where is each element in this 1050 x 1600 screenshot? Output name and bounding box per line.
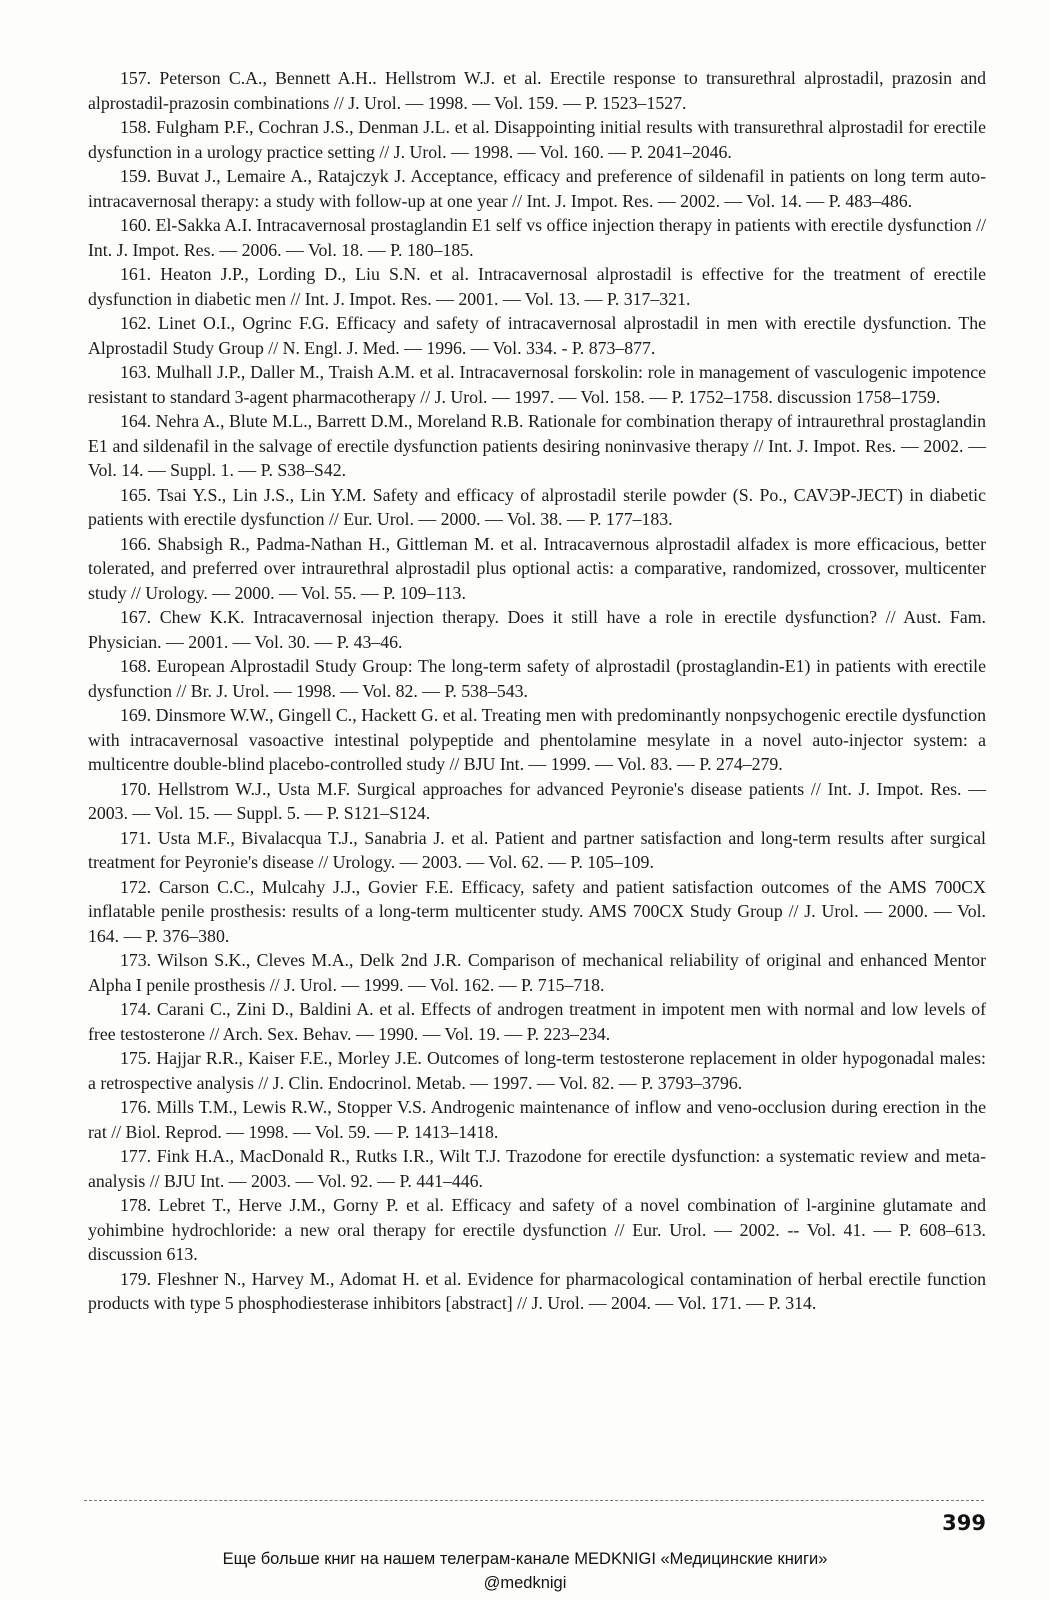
- reference-item: 174. Carani C., Zini D., Baldini A. et al. Effects of androgen treatment in impotent men with normal and low levels of free testosterone // Arch. Sex. Behav. — 1990. — Vol. 19. — P. 223–234.: [88, 999, 986, 1044]
- reference-item: 172. Carson C.C., Mulcahy J.J., Govier F.E. Efficacy, safety and patient satisfaction outcomes of the AMS 700CX inflatable penile prosthesis: results of a long-term multicenter study. AMS 700CX Study Group // J. Urol. — 2000. — Vol. 164. — P. 376–380.: [88, 876, 986, 946]
- reference-item: 160. El-Sakka A.I. Intracavernosal prostaglandin E1 self vs office injection therapy in patients with erectile dysfunction // Int. J. Impot. Res. — 2006. — Vol. 18. — P. 180–185.: [88, 215, 986, 260]
- reference-item: 161. Heaton J.P., Lording D., Liu S.N. et al. Intracavernosal alprostadil is effective for the treatment of erectile dysfunction in diabetic men // Int. J. Impot. Res. — 2001. — Vol. 13. — P. 317–321.: [88, 264, 986, 309]
- reference-item: 157. Peterson C.A., Bennett A.H.. Hellstrom W.J. et al. Erectile response to transurethral alprostadil, prazosin and alprostadil-prazosin combinations // J. Urol. — 1998. — Vol. 159. — P. 1523–1527.: [88, 68, 986, 113]
- reference-item: 163. Mulhall J.P., Daller M., Traish A.M. et al. Intracavernosal forskolin: role in management of vasculogenic impotence resistant to standard 3-agent pharmacotherapy // J. Urol. — 1997. — Vol. 158. — P. 1752–1758. discussion 1758–1759.: [88, 362, 986, 407]
- footer-channel-text: Еще больше книг на нашем телеграм-канале MEDKNIGI «Медицинские книги»: [222, 1550, 828, 1568]
- footer-note: [0, 1547, 1050, 1595]
- reference-item: 177. Fink H.A., MacDonald R., Rutks I.R., Wilt T.J. Trazodone for erectile dysfunction: a systematic review and meta-analysis // BJU Int. — 2003. — Vol. 92. — P. 441–446.: [88, 1146, 986, 1191]
- reference-list: [88, 66, 986, 1316]
- footer-rule: [84, 1500, 984, 1501]
- reference-item: 176. Mills T.M., Lewis R.W., Stopper V.S. Androgenic maintenance of inflow and veno-occlusion during erection in the rat // Biol. Reprod. — 1998. — Vol. 59. — P. 1413–1418.: [88, 1097, 986, 1142]
- reference-item: 168. European Alprostadil Study Group: The long-term safety of alprostadil (prostaglandin-E1) in patients with erectile dysfunction // Br. J. Urol. — 1998. — Vol. 82. — P. 538–543.: [88, 656, 986, 701]
- reference-item: 171. Usta M.F., Bivalacqua T.J., Sanabria J. et al. Patient and partner satisfaction and long-term results after surgical treatment for Peyronie's disease // Urology. — 2003. — Vol. 62. — P. 105–109.: [88, 827, 986, 872]
- reference-item: 170. Hellstrom W.J., Usta M.F. Surgical approaches for advanced Peyronie's disease patients // Int. J. Impot. Res. — 2003. — Vol. 15. — Suppl. 5. — P. S121–S124.: [88, 778, 986, 823]
- reference-item: 162. Linet O.I., Ogrinc F.G. Efficacy and safety of intracavernosal alprostadil in men with erectile dysfunction. The Alprostadil Study Group // N. Engl. J. Med. — 1996. — Vol. 334. - P. 873–877.: [88, 313, 986, 358]
- reference-item: 158. Fulgham P.F., Cochran J.S., Denman J.L. et al. Disappointing initial results with transurethral alprostadil for erectile dysfunction in a urology practice setting // J. Urol. — 1998. — Vol. 160. — P. 2041–2046.: [88, 117, 986, 162]
- reference-item: 178. Lebret T., Herve J.M., Gorny P. et al. Efficacy and safety of a novel combination of l-arginine glutamate and yohimbine hydrochloride: a new oral therapy for erectile dysfunction // Eur. Urol. — 2002. -- Vol. 41. — P. 608–613. discussion 613.: [88, 1195, 986, 1264]
- reference-item: 165. Tsai Y.S., Lin J.S., Lin Y.M. Safety and efficacy of alprostadil sterile powder (S. Po., CAVЭP-JECT) in diabetic patients with erectile dysfunction // Eur. Urol. — 2000. — Vol. 38. — P. 177–183.: [88, 484, 986, 529]
- reference-item: 169. Dinsmore W.W., Gingell C., Hackett G. et al. Treating men with predominantly nonpsychogenic erectile dysfunction with intracavernosal vasoactive intestinal polypeptide and phentolamine mesylate in a novel auto-injector system: a multicentre double-blind placebo-controlled study // BJU Int. — 1999. — Vol. 83. — P. 274–279.: [88, 705, 986, 774]
- reference-item: 175. Hajjar R.R., Kaiser F.E., Morley J.E. Outcomes of long-term testosterone replacement in older hypogonadal males: a retrospective analysis // J. Clin. Endocrinol. Metab. — 1997. — Vol. 82. — P. 3793–3796.: [88, 1048, 986, 1093]
- reference-item: 173. Wilson S.K., Cleves M.A., Delk 2nd J.R. Comparison of mechanical reliability of original and enhanced Mentor Alpha I penile prosthesis // J. Urol. — 1999. — Vol. 162. — P. 715–718.: [88, 950, 986, 995]
- reference-item: 167. Chew K.K. Intracavernosal injection therapy. Does it still have a role in erectile dysfunction? // Aust. Fam. Physician. — 2001. — Vol. 30. — P. 43–46.: [88, 607, 986, 652]
- page-number: 399: [942, 1511, 986, 1535]
- reference-item: 166. Shabsigh R., Padma-Nathan H., Gittleman M. et al. Intracavernous alprostadil alfadex is more efficacious, better tolerated, and preferred over intraurethral alprostadil plus optional actis: a comparative, randomized, crossover, multicenter study // Urology. — 2000. — Vol. 55. — P. 109–113.: [88, 533, 986, 603]
- reference-item: 159. Buvat J., Lemaire A., Ratajczyk J. Acceptance, efficacy and preference of sildenafil in patients on long term auto-intracavernosal therapy: a study with follow-up at one year // Int. J. Impot. Res. — 2002. — Vol. 14. — P. 483–486.: [88, 166, 986, 211]
- reference-item: 179. Fleshner N., Harvey M., Adomat H. et al. Evidence for pharmacological contamination of herbal erectile function products with type 5 phosphodiesterase inhibitors [abstract] // J. Urol. — 2004. — Vol. 171. — P. 314.: [88, 1268, 986, 1313]
- reference-item: 164. Nehra A., Blute M.L., Barrett D.M., Moreland R.B. Rationale for combination therapy of intraurethral prostaglandin E1 and sildenafil in the salvage of erectile dysfunction patients desiring noninvasive therapy // Int. J. Impot. Res. — 2002. — Vol. 14. — Suppl. 1. — P. S38–S42.: [88, 411, 986, 480]
- footer-handle: @medknigi: [483, 1574, 567, 1592]
